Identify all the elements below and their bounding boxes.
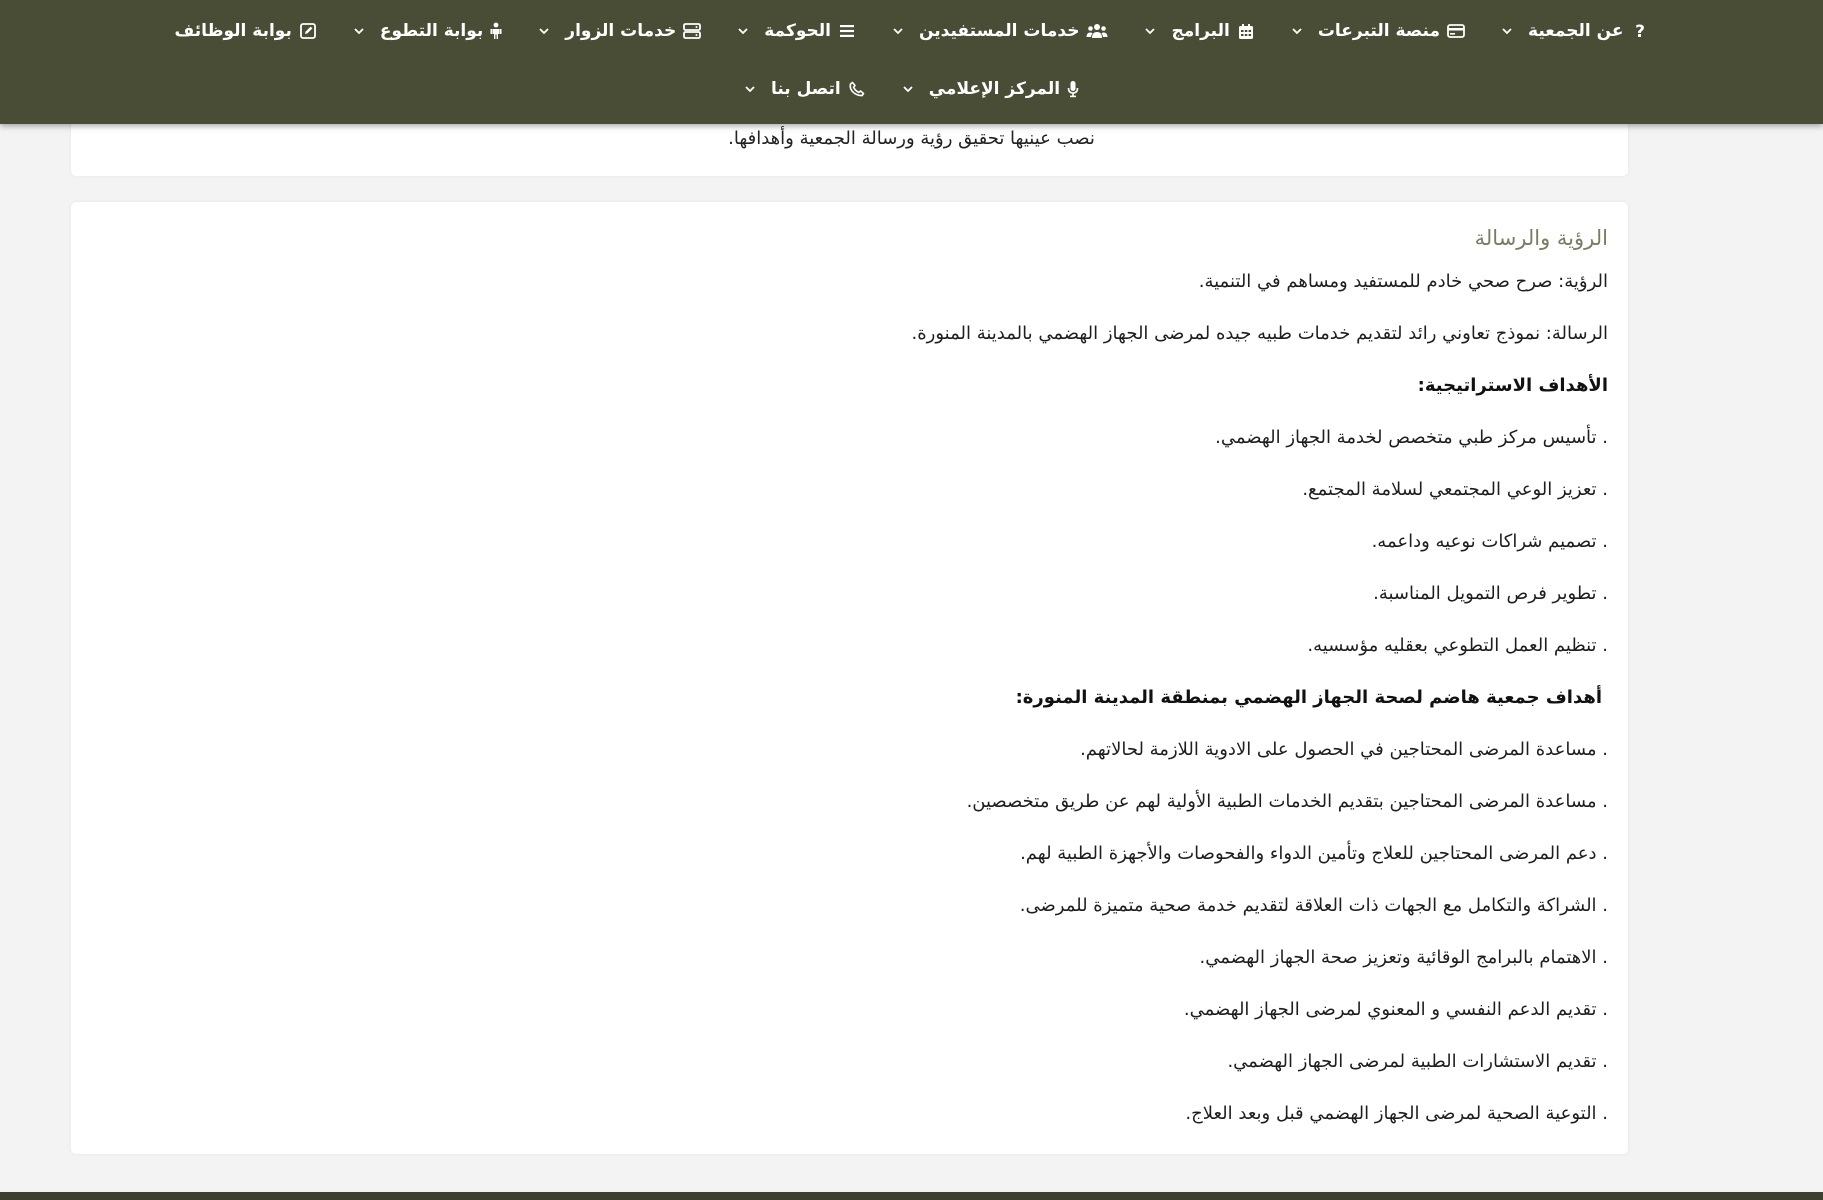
server-icon	[683, 22, 701, 40]
nav-row-primary	[0, 6, 1823, 56]
list-item: . دعم المرضى المحتاجين للعلاج وتأمين الدواء والفحوصات والأجهزة الطبية لهم.	[1020, 843, 1608, 864]
nav-label: اتصل بنا	[770, 79, 841, 99]
nav-item-programs[interactable]	[1126, 21, 1272, 41]
microphone-icon	[1067, 80, 1079, 98]
list-item: . تعزيز الوعي المجتمعي لسلامة المجتمع.	[1302, 479, 1608, 500]
list-item: . تصميم شراكات نوعيه وداعمه.	[1371, 531, 1608, 552]
nav-label: الحوكمة	[764, 21, 831, 41]
nav-label: بوابة التطوع	[379, 21, 484, 41]
main-navbar	[0, 0, 1823, 124]
nav-label: البرامج	[1171, 21, 1230, 41]
association-goals-heading: أهداف جمعية هاضم لصحة الجهاز الهضمي بمنطقة المدينة المنورة:	[1015, 687, 1602, 708]
association-goals-list	[91, 738, 1608, 1126]
intro-tail-text: نصب عينيها تحقيق رؤية ورسالة الجمعية وأهدافها.	[728, 128, 1095, 149]
nav-label: منصة التبرعات	[1317, 21, 1441, 41]
menu-lines-icon	[838, 22, 856, 40]
chevron-down-icon	[353, 25, 365, 37]
vision-text: الرؤية: صرح صحي خادم للمستفيد ومساهم في التنمية.	[1198, 271, 1608, 292]
nav-item-contact[interactable]	[726, 79, 884, 99]
nav-item-governance[interactable]	[719, 21, 874, 41]
nav-label: عن الجمعية	[1528, 21, 1624, 41]
nav-label: بوابة الوظائف	[174, 21, 292, 41]
chevron-down-icon	[902, 83, 914, 95]
list-item: . مساعدة المرضى المحتاجين بتقديم الخدمات الطبية الأولية لهم عن طريق متخصصين.	[966, 791, 1608, 812]
chevron-down-icon	[737, 25, 749, 37]
list-item: . تقديم الاستشارات الطبية لمرضى الجهاز الهضمي.	[1227, 1051, 1608, 1072]
list-item: . مساعدة المرضى المحتاجين في الحصول على الادوية اللازمة لحالاتهم.	[1080, 739, 1608, 760]
nav-item-visitors[interactable]	[520, 21, 719, 41]
users-icon	[1086, 22, 1108, 40]
chevron-down-icon	[1291, 25, 1303, 37]
card-icon	[1447, 22, 1465, 40]
list-item: . الاهتمام بالبرامج الوقائية وتعزيز صحة الجهاز الهضمي.	[1199, 947, 1608, 968]
edit-icon	[299, 22, 317, 40]
nav-row-secondary	[0, 64, 1823, 114]
nav-item-donations[interactable]	[1273, 21, 1483, 41]
list-item: . تقديم الدعم النفسي و المعنوي لمرضى الجهاز الهضمي.	[1183, 999, 1608, 1020]
phone-icon	[848, 80, 866, 98]
list-item: . الشراكة والتكامل مع الجهات ذات العلاقة لتقديم خدمة صحية متميزة للمرضى.	[1019, 895, 1608, 916]
strategic-goals-list	[91, 426, 1608, 658]
list-item: . تطوير فرص التمويل المناسبة.	[1373, 583, 1608, 604]
list-item: . التوعية الصحية لمرضى الجهاز الهضمي قبل وبعد العلاج.	[1185, 1103, 1608, 1124]
chevron-down-icon	[1144, 25, 1156, 37]
chevron-down-icon	[744, 83, 756, 95]
footer-strip	[0, 1192, 1823, 1200]
svg-text:?: ?	[1634, 22, 1645, 40]
nav-label: خدمات الزوار	[565, 21, 677, 41]
chevron-down-icon	[1501, 25, 1513, 37]
section-title: الرؤية والرسالة	[1474, 226, 1608, 250]
list-item: . تأسيس مركز طبي متخصص لخدمة الجهاز الهضمي.	[1215, 427, 1608, 448]
mission-text: الرسالة: نموذج تعاوني رائد لتقديم خدمات طبيه جيده لمرضى الجهاز الهضمي بالمدينة المنورة.	[911, 323, 1608, 344]
person-icon	[490, 22, 502, 40]
chevron-down-icon	[892, 25, 904, 37]
nav-item-beneficiaries[interactable]	[874, 21, 1127, 41]
vision-mission-card	[71, 202, 1628, 1154]
chevron-down-icon	[538, 25, 550, 37]
nav-item-volunteer[interactable]	[335, 21, 520, 41]
nav-label: المركز الإعلامي	[928, 79, 1061, 99]
strategic-goals-heading: الأهداف الاستراتيجية:	[1417, 375, 1608, 396]
nav-label: خدمات المستفيدين	[918, 21, 1080, 41]
question-icon	[1631, 22, 1649, 40]
nav-item-media[interactable]	[884, 79, 1097, 99]
list-item: . تنظيم العمل التطوعي بعقليه مؤسسيه.	[1307, 635, 1608, 656]
calendar-icon	[1237, 22, 1255, 40]
nav-item-about[interactable]	[1483, 21, 1667, 41]
nav-item-jobs[interactable]	[156, 21, 334, 41]
